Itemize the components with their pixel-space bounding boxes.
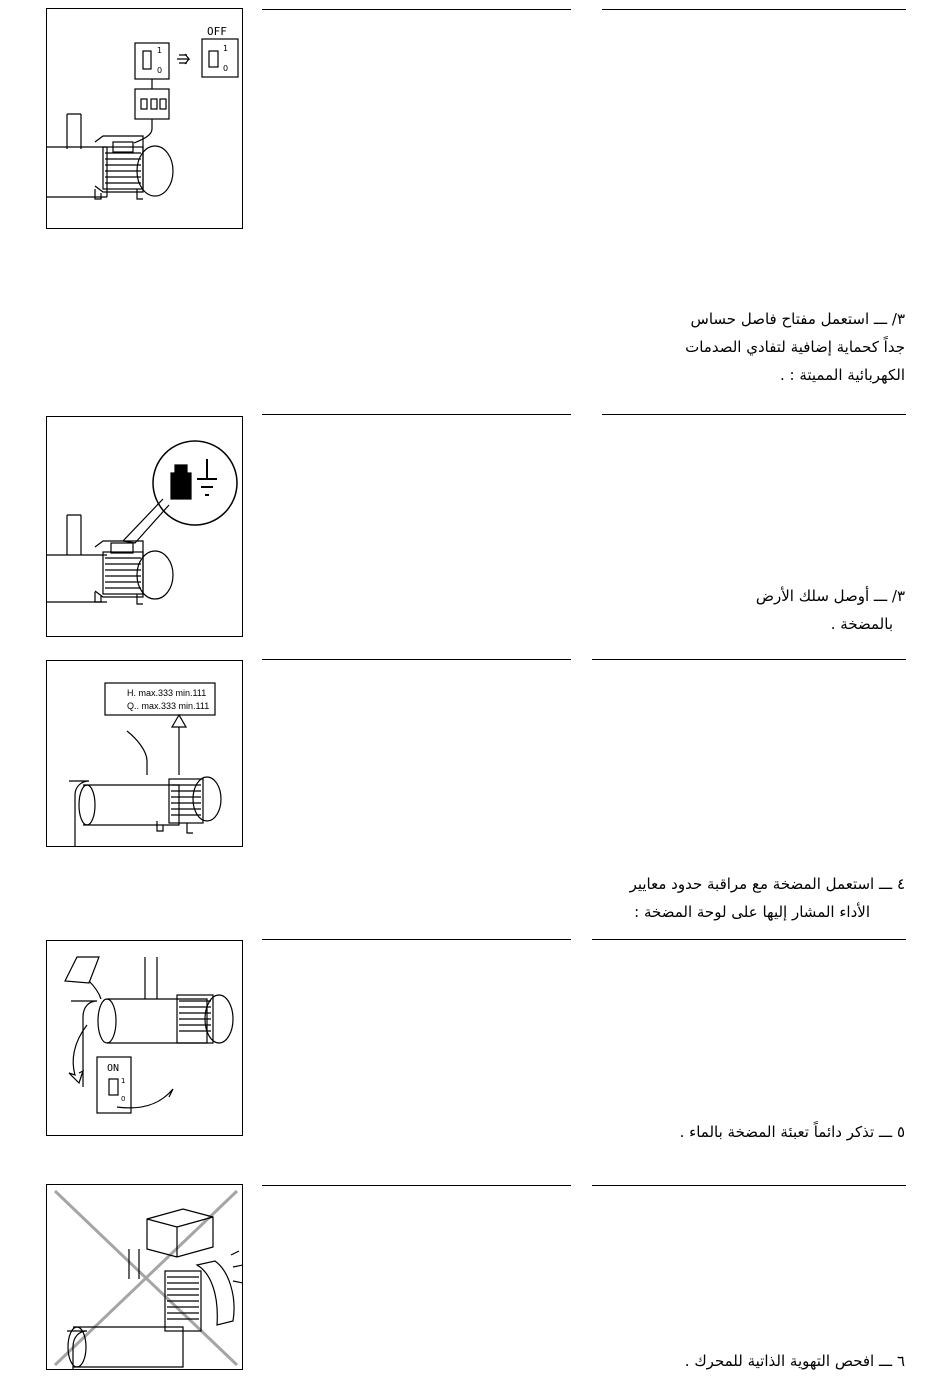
- step3-line1: ٤ ـــ استعمل المضخة مع مراقبة حدود معايير: [629, 875, 905, 893]
- step1-line2: جداً كحماية إضافية لتفادي الصدمات: [685, 338, 905, 356]
- step5-line1: ٦ ـــ افحص التهوية الذاتية للمحرك .: [684, 1352, 905, 1370]
- step-text-4: [680, 1118, 905, 1146]
- step-text-2: [756, 582, 905, 638]
- step2-line2: بالمضخة .: [830, 615, 893, 633]
- step1-line1: ٣/ ـــ استعمل مفتاح فاصل حساس: [690, 310, 905, 328]
- divider-right: [592, 659, 906, 660]
- plate-line2: Q.. max.333 min.111: [127, 701, 210, 711]
- switch-on-zero: 0: [121, 1095, 126, 1103]
- divider-left: [262, 939, 571, 940]
- pump-ground-illustration: [47, 417, 243, 637]
- plate-line1: H. max.333 min.111: [127, 688, 207, 698]
- pump-plate-illustration: [47, 661, 243, 847]
- divider-left: [262, 659, 571, 660]
- figure-ground-wire: [46, 416, 243, 637]
- figure-ventilation-warning: [46, 1184, 243, 1370]
- divider-right: [592, 939, 906, 940]
- off-label: OFF: [207, 25, 227, 38]
- divider-left: [262, 414, 571, 415]
- figure-fill-water: [46, 940, 243, 1136]
- switch1-zero: 0: [157, 66, 163, 75]
- step3-line2: الأداء المشار إليها على لوحة المضخة :: [634, 903, 870, 921]
- step-text-1: [685, 305, 905, 389]
- step1-line3: الكهربائية المميتة : .: [779, 366, 905, 384]
- on-label: ON: [107, 1063, 120, 1074]
- step2-line1: ٣/ ـــ أوصل سلك الأرض: [755, 587, 905, 605]
- pump-fill-illustration: [47, 941, 243, 1136]
- figure-pump-plate: [46, 660, 243, 847]
- switch2-zero: 0: [223, 64, 229, 73]
- switch-on-one: 1: [121, 1077, 126, 1085]
- step-text-5: [685, 1347, 905, 1375]
- divider-left: [262, 9, 571, 10]
- divider-right: [592, 1185, 906, 1186]
- divider-left: [262, 1185, 571, 1186]
- figure-safety-switch: [46, 8, 243, 229]
- divider-right: [602, 9, 906, 10]
- switch1-one: 1: [157, 46, 163, 55]
- step-text-3: [630, 870, 905, 926]
- pump-switch-off-illustration: [47, 9, 243, 229]
- switch2-one: 1: [223, 44, 229, 53]
- step4-line1: ٥ ـــ تذكر دائماً تعبئة المضخة بالماء .: [679, 1123, 905, 1141]
- divider-right: [602, 414, 906, 415]
- pump-ventilation-illustration: [47, 1185, 243, 1370]
